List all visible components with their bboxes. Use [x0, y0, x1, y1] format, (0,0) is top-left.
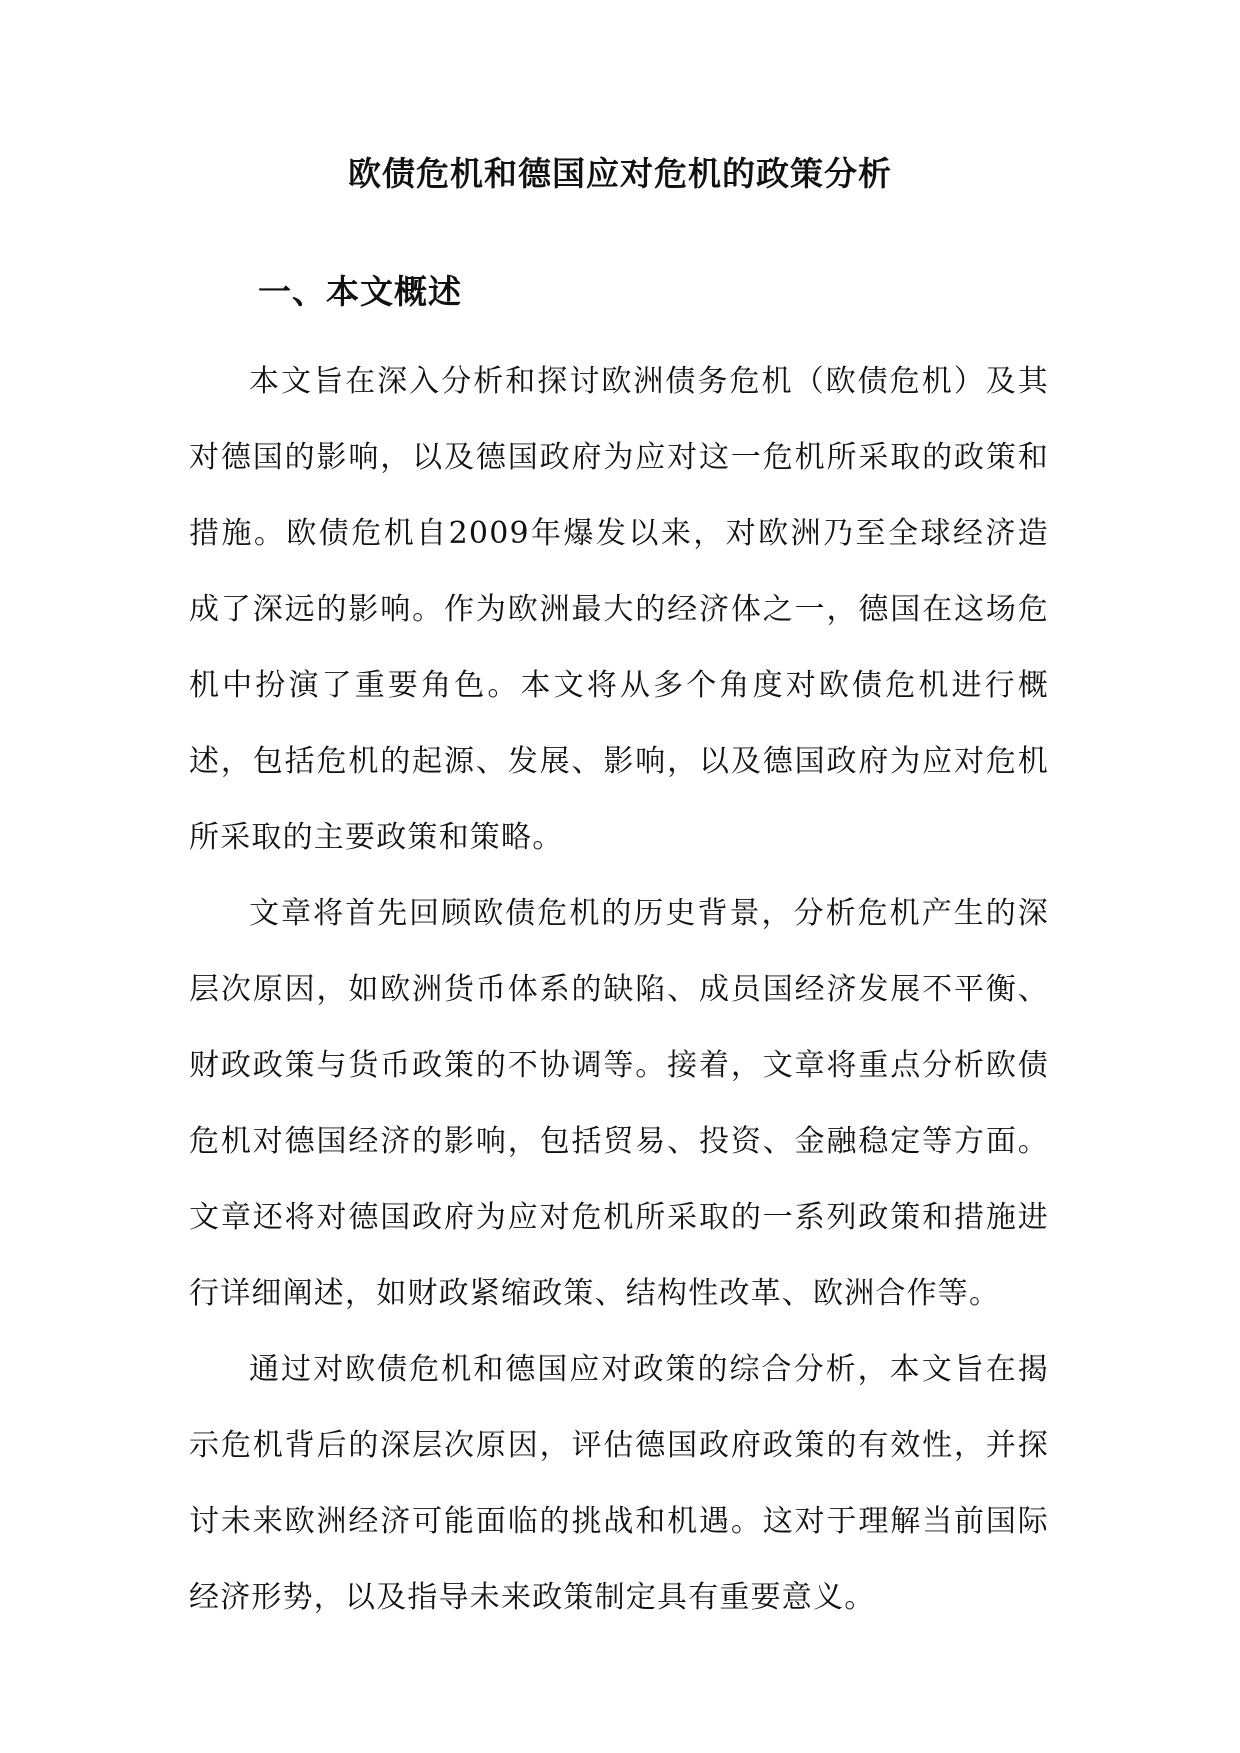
paragraph-3: 通过对欧债危机和德国应对政策的综合分析，本文旨在揭示危机背后的深层次原因，评估德国政府政策的有效性，并探讨未来欧洲经济可能面临的挑战和机遇。这对于理解当前国际经济形势，以及指导未来政策制定具有重要意义。 [189, 1352, 1049, 1615]
document-title: 欧债危机和德国应对危机的政策分析 [348, 154, 892, 193]
body-text [189, 344, 1049, 1636]
paragraph-2: 文章将首先回顾欧债危机的历史背景，分析危机产生的深层次原因，如欧洲货币体系的缺陷、成员国经济发展不平衡、财政政策与货币政策的不协调等。接着，文章将重点分析欧债危机对德国经济的影响，包括贸易、投资、金融稳定等方面。文章还将对德国政府为应对危机所采取的一系列政策和措施进行详细阐述，如财政紧缩政策、结构性改革、欧洲合作等。 [189, 896, 1049, 1311]
paragraph-1: 本文旨在深入分析和探讨欧洲债务危机（欧债危机）及其对德国的影响，以及德国政府为应对这一危机所采取的政策和措施。欧债危机自2009年爆发以来，对欧洲乃至全球经济造成了深远的影响。作为欧洲最大的经济体之一，德国在这场危机中扮演了重要角色。本文将从多个角度对欧债危机进行概述，包括危机的起源、发展、影响，以及德国政府为应对危机所采取的主要政策和策略。 [189, 364, 1049, 855]
section-heading: 一、本文概述 [258, 272, 462, 311]
